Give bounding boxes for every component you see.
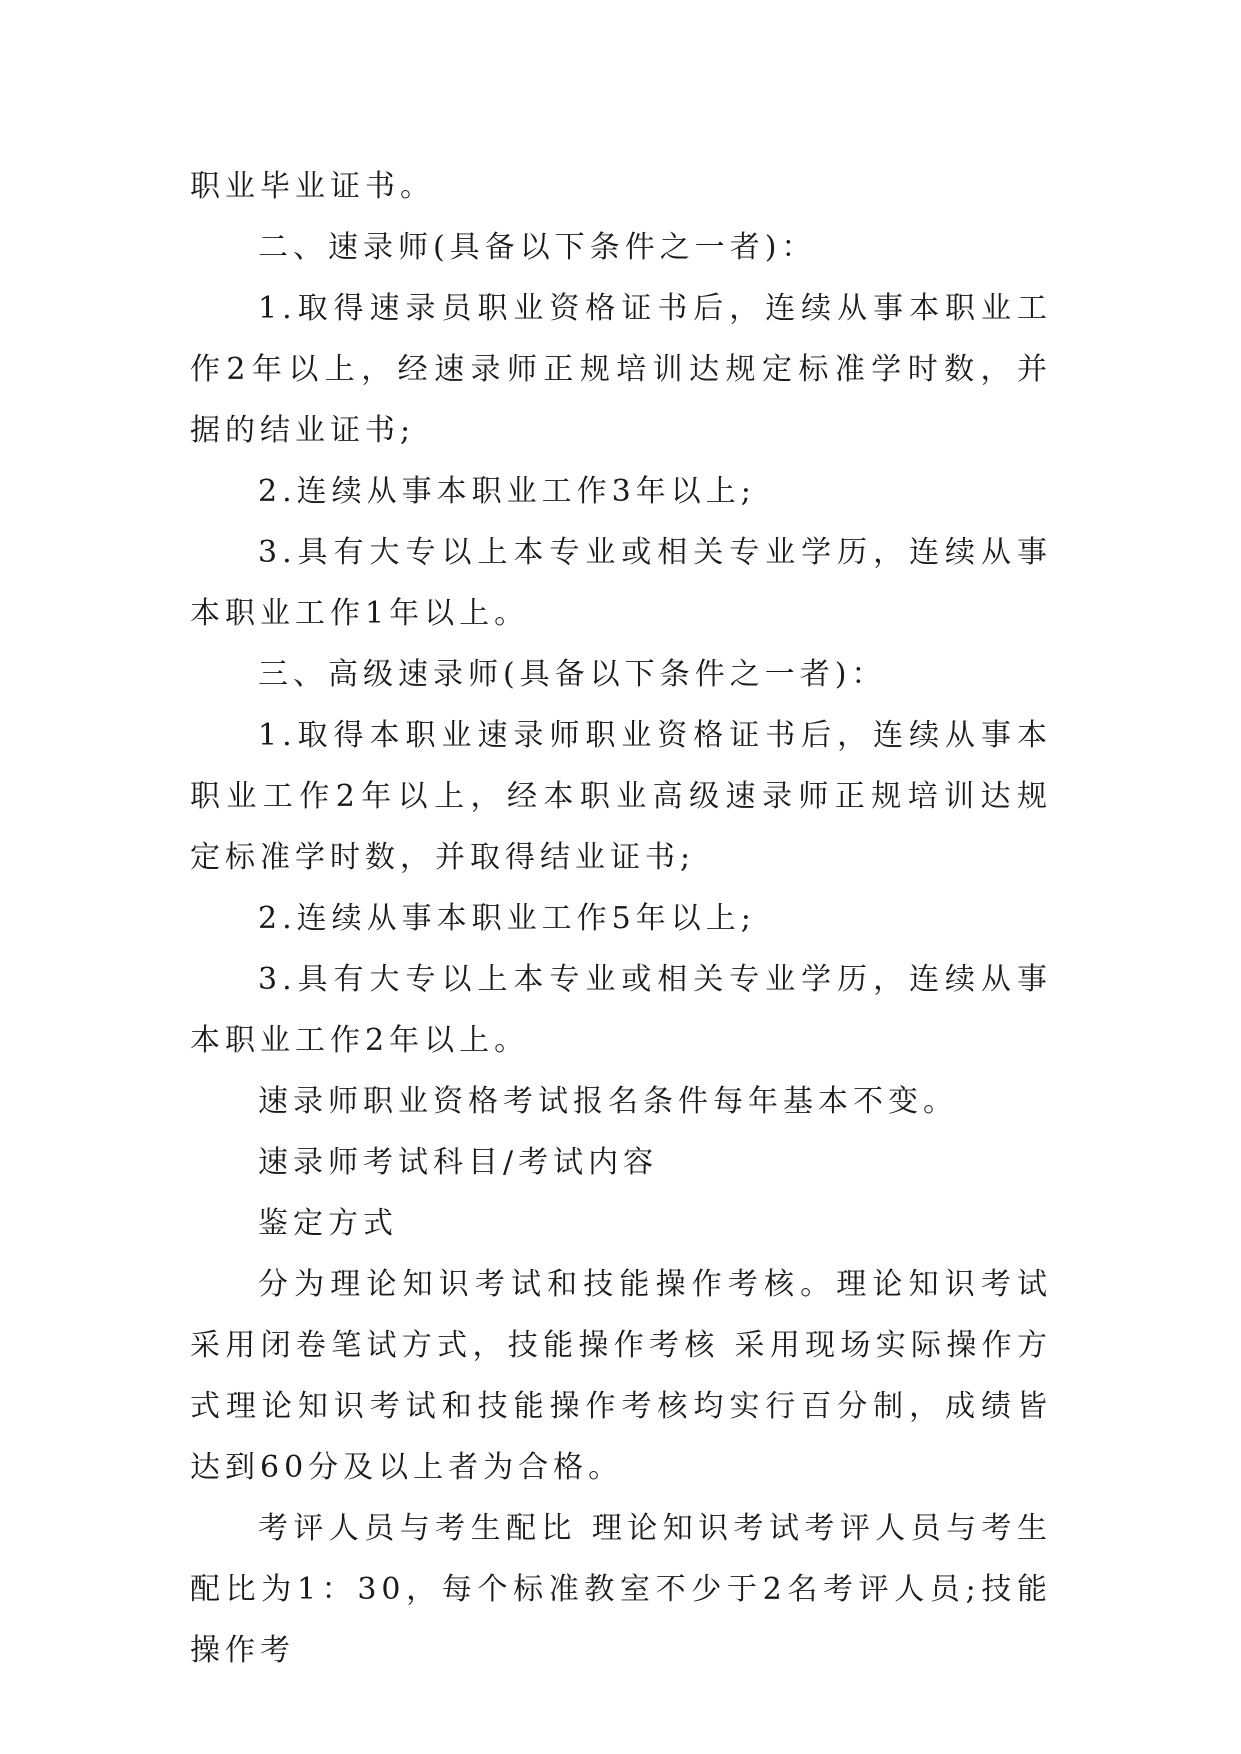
paragraph: 2.连续从事本职业工作3年以上; (258, 474, 756, 509)
paragraph: 1.取得速录员职业资格证书后，连续从事本职业工作2年以上，经速录师正规培训达规定标准学时数，并据的结业证书; (190, 291, 1052, 448)
paragraph: 3.具有大专以上本专业或相关专业学历，连续从事本职业工作1年以上。 (190, 535, 1052, 631)
paragraph: 考评人员与考生配比 理论知识考试考评人员与考生配比为1：30，每个标准教室不少于2名考评人员;技能操作考 (190, 1511, 1052, 1668)
paragraph: 2.连续从事本职业工作5年以上; (258, 901, 756, 936)
paragraph: 分为理论知识考试和技能操作考核。理论知识考试采用闭卷笔试方式，技能操作考核 采用现场实际操作方式理论知识考试和技能操作考核均实行百分制，成绩皆达到60分及以上者为合格。 (190, 1267, 1052, 1485)
paragraph: 速录师职业资格考试报名条件每年基本不变。 (258, 1084, 958, 1119)
paragraph: 职业毕业证书。 (190, 169, 435, 204)
paragraph: 三、高级速录师(具备以下条件之一者)： (258, 657, 887, 692)
paragraph: 3.具有大专以上本专业或相关专业学历，连续从事本职业工作2年以上。 (190, 962, 1052, 1058)
document-body (190, 156, 1052, 1681)
paragraph: 鉴定方式 (258, 1206, 398, 1241)
paragraph: 速录师考试科目/考试内容 (258, 1145, 659, 1180)
paragraph: 1.取得本职业速录师职业资格证书后，连续从事本职业工作2年以上，经本职业高级速录师正规培训达规定标准学时数，并取得结业证书; (190, 718, 1052, 875)
paragraph: 二、速录师(具备以下条件之一者)： (258, 230, 817, 265)
